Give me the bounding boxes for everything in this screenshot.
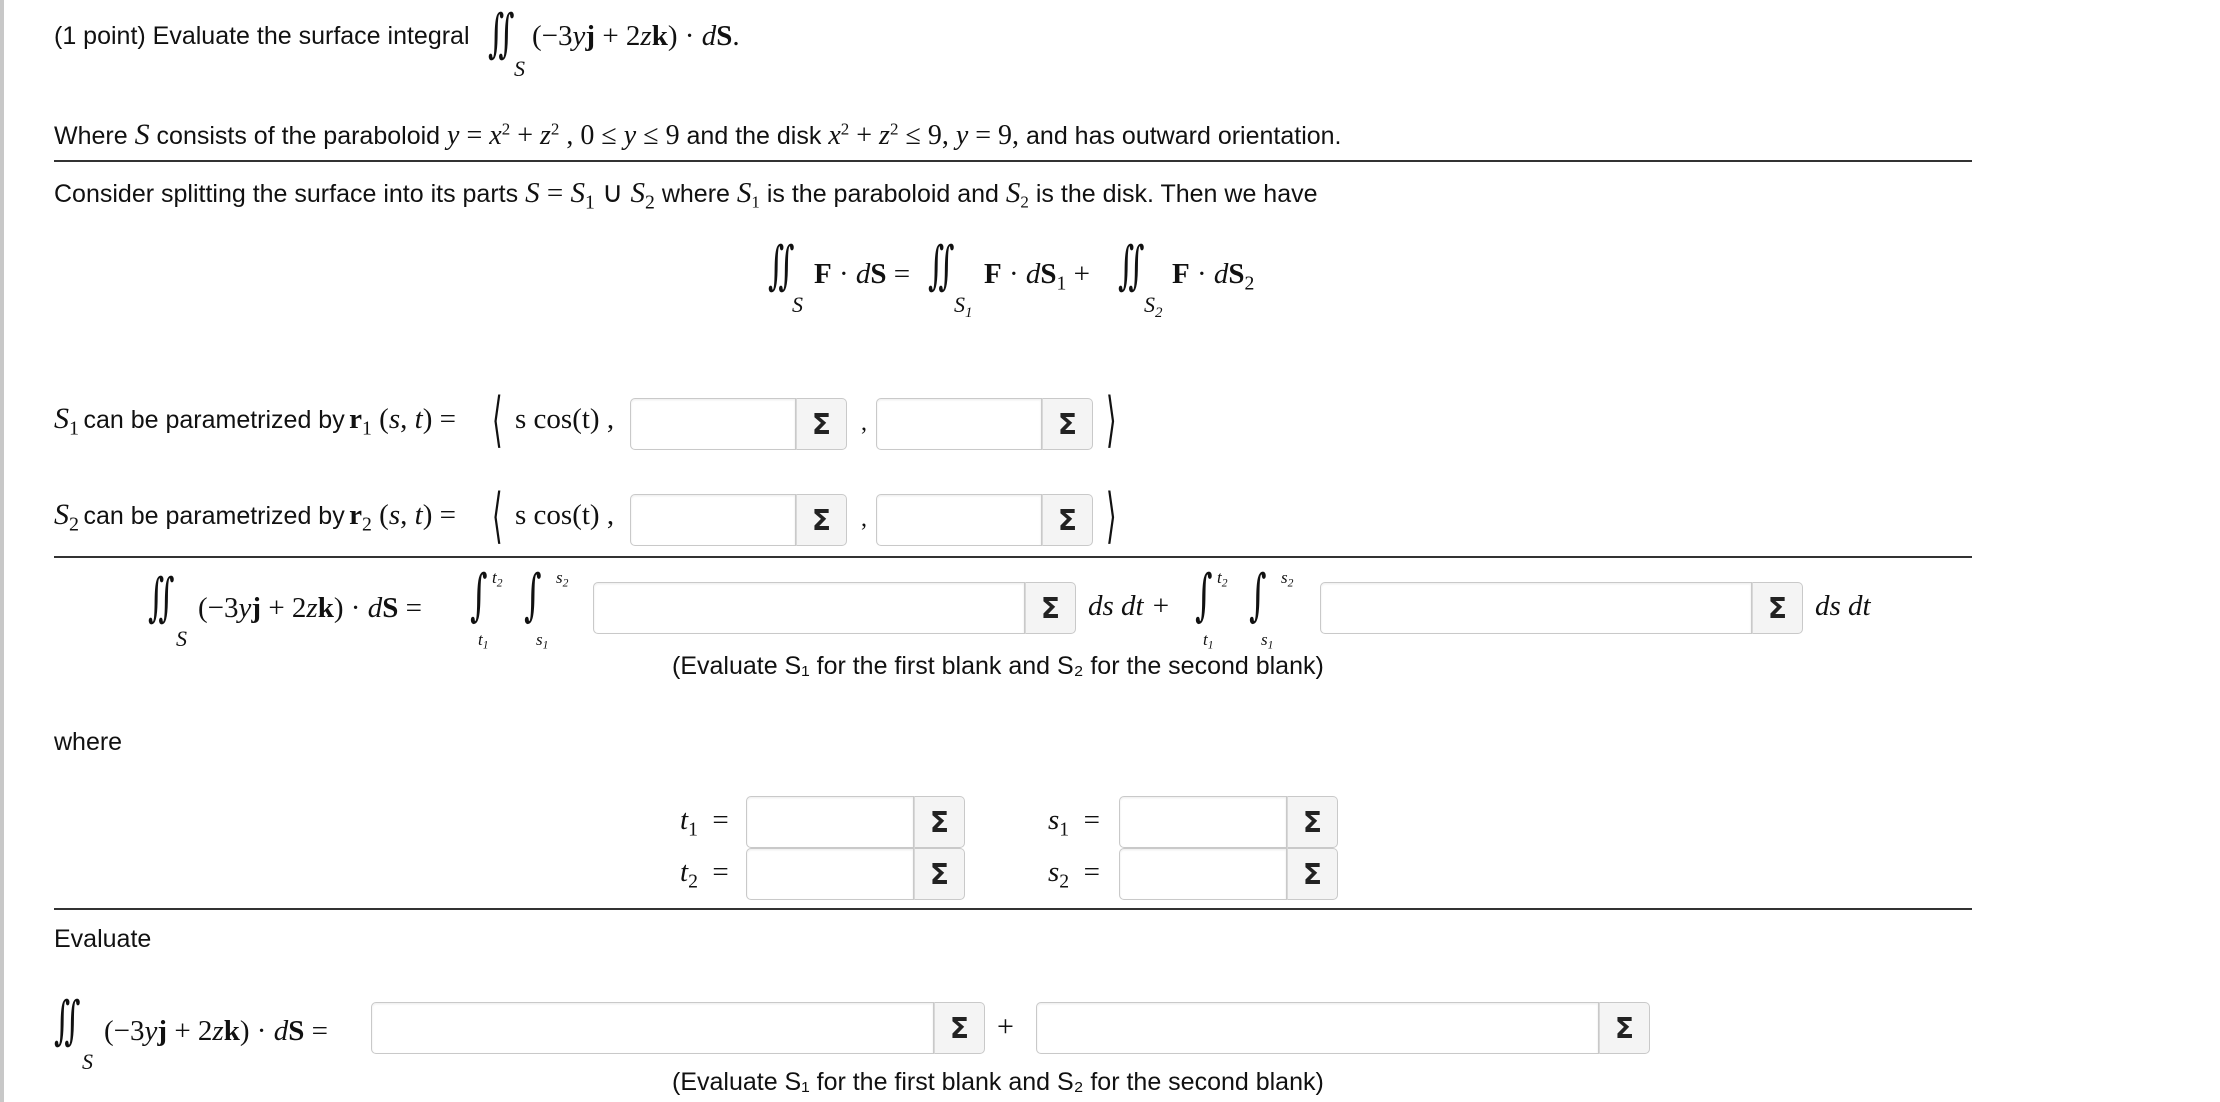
s2-third-component-input[interactable] <box>876 494 1042 546</box>
t2-preview-button[interactable]: Σ <box>914 848 965 900</box>
first-iterated-integral-signs: ∫ $t_2$ $t_1$ ∫ $s_2$ $s_1$ <box>470 563 569 652</box>
s2-second-preview-button[interactable]: Σ <box>796 494 847 546</box>
s2-integrand-preview-button[interactable]: Σ <box>1752 582 1803 634</box>
evaluate-s2-input[interactable] <box>1036 1002 1599 1054</box>
s2-bound-input[interactable] <box>1119 848 1287 900</box>
s1-param-label: S1 can be parametrized by $r_1$ (s, t) = <box>54 402 456 440</box>
setup-note: (Evaluate S₁ for the first blank and S₂ for the second blank) <box>672 652 1324 680</box>
divider-1 <box>54 160 1972 162</box>
s1-third-component-input[interactable] <box>876 398 1042 450</box>
t1-preview-button[interactable]: Σ <box>914 796 965 848</box>
ds-dt: ds dt <box>1815 590 1871 622</box>
problem-prefix: (1 point) Evaluate the surface integral <box>54 22 470 50</box>
s1-first-component: s cos(t) , <box>515 403 615 435</box>
integral-setup-lhs: ∬ S (−3yj + 2zk) · dS = <box>148 568 422 651</box>
divider-3 <box>54 908 1972 910</box>
s2-first-component: s cos(t) , <box>515 499 615 531</box>
evaluate-s2-preview-button[interactable]: Σ <box>1599 1002 1650 1054</box>
s1-left-angle: ⟨ <box>492 385 503 455</box>
t2-input[interactable] <box>746 848 914 900</box>
evaluate-s1-input[interactable] <box>371 1002 934 1054</box>
s1-right-angle: ⟩ <box>1106 385 1117 455</box>
s2-right-angle: ⟩ <box>1106 481 1117 551</box>
split-description: Consider splitting the surface into its parts $S = S_1$ ∪ $S_2$ where $S_1$ is the paraboloid and $S_2$ is the disk. Then we have <box>54 177 1318 214</box>
s1-second-component-input[interactable] <box>630 398 796 450</box>
s2-third-preview-button[interactable]: Σ <box>1042 494 1093 546</box>
s1-comma: , <box>861 410 867 436</box>
problem-integrand: (−3yj + 2zk) · dS. <box>532 20 740 52</box>
s1-integrand-input[interactable] <box>593 582 1025 634</box>
where-label: where <box>54 728 123 756</box>
s1-bound-input[interactable] <box>1119 796 1287 848</box>
s2-integrand-input[interactable] <box>1320 582 1752 634</box>
s2-param-label: S2 can be parametrized by $r_2$ (s, t) = <box>54 498 456 536</box>
s2-bound-preview-button[interactable]: Σ <box>1287 848 1338 900</box>
s1-second-preview-button[interactable]: Σ <box>796 398 847 450</box>
second-iterated-integral-signs: ∫ $t_2$ $t_1$ ∫ $s_2$ $s_1$ <box>1195 563 1294 652</box>
evaluate-lhs: ∬ S (−3yj + 2zk) · dS = <box>54 991 328 1074</box>
ds-dt-plus: ds dt + <box>1088 590 1171 622</box>
split-integral-equation: ∬ S F · dS = ∬ $S_1$ $F \cdot dS_1$ + ∬ $S_2$ $F \cdot dS_2$ <box>768 236 1255 321</box>
s1-third-preview-button[interactable]: Σ <box>1042 398 1093 450</box>
evaluate-s1-preview-button[interactable]: Σ <box>934 1002 985 1054</box>
t2-label: $t_2$ = <box>680 856 729 893</box>
s1-label: $s_1$ = <box>1048 804 1101 841</box>
s2-left-angle: ⟨ <box>492 481 503 551</box>
surface-description: Where S consists of the paraboloid $y = x^2 + z^2$ , 0 ≤ y ≤ 9 and the disk $x^2 + z^2 \le 9$, y = 9, and has outward orientation. <box>54 118 1342 151</box>
t1-input[interactable] <box>746 796 914 848</box>
s1-bound-preview-button[interactable]: Σ <box>1287 796 1338 848</box>
evaluate-note: (Evaluate S₁ for the first blank and S₂ for the second blank) <box>672 1068 1324 1096</box>
surface-integral-sign: ∬ S <box>488 4 525 81</box>
s2-comma: , <box>861 506 867 532</box>
t1-label: $t_1$ = <box>680 804 729 841</box>
left-border <box>0 0 4 1102</box>
evaluate-plus: + <box>997 1010 1014 1043</box>
s1-integrand-preview-button[interactable]: Σ <box>1025 582 1076 634</box>
evaluate-label: Evaluate <box>54 925 152 953</box>
s2-second-component-input[interactable] <box>630 494 796 546</box>
s2-label: $s_2$ = <box>1048 856 1101 893</box>
divider-2 <box>54 556 1972 558</box>
